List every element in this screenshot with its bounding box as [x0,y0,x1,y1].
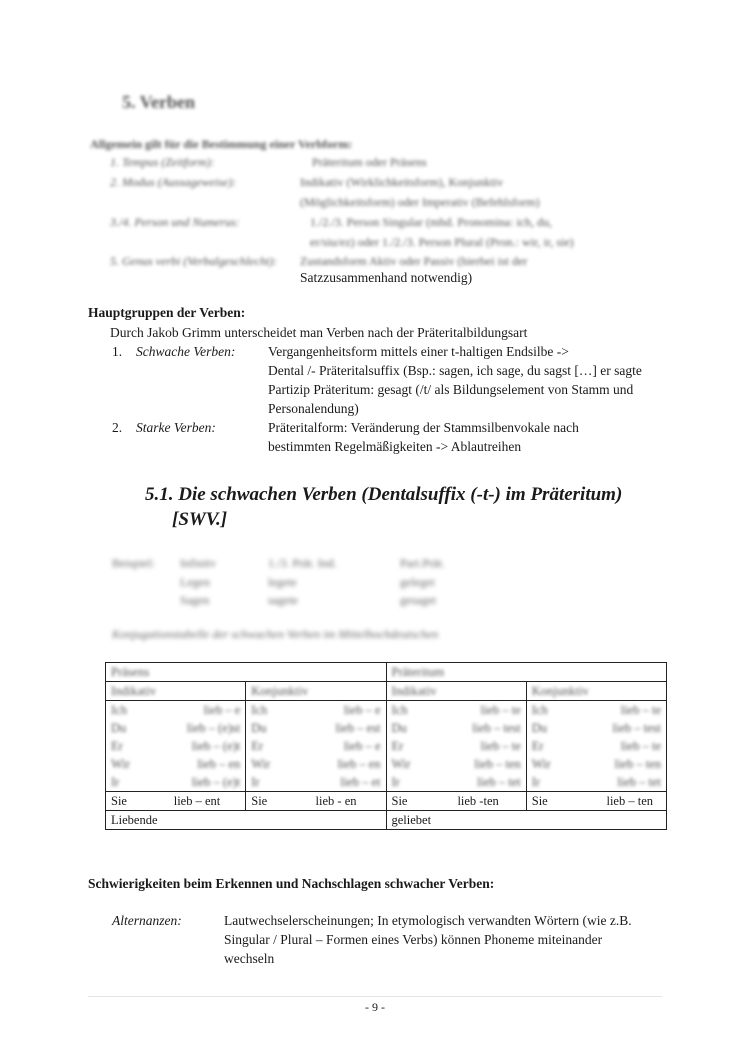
verb-form: lieb – tet [617,774,661,789]
item-line: Personalendung) [268,401,359,416]
pronoun: Ich [391,702,408,717]
subsection-heading-line1: 5.1. Die schwachen Verben (Dentalsuffix (-t-) im Präteritum) [145,484,623,505]
verb-form: lieb – (e)t [191,738,241,753]
verb-form: lieb – test [612,720,661,735]
pronoun: Wir [111,756,130,771]
verb-form: lieb – e [343,702,381,717]
verb-form: lieb – te [480,702,521,717]
pronoun: Ich [111,702,127,717]
conjugation-table [105,662,667,830]
verb-form: lieb – te [620,702,661,717]
verb-form: lieb - en [315,793,357,808]
item-label-schwach: Schwache Verben: [136,344,236,359]
criteria-value: er/siu/ez) oder 1./2./3. Person Plural (Pron.: wir, ir, sie) [310,235,574,249]
criteria-last-line: Satzzusammenhand notwendig) [300,270,473,285]
pronoun: Ir [531,774,541,789]
item-line: Präteritalform: Veränderung der Stammsilbenvokale nach [268,420,579,435]
pronoun: Er [531,738,544,753]
mood-header: Konjunktiv [246,682,386,701]
table-row-sie [106,792,667,811]
table-row [106,755,667,773]
pronoun: Du [251,720,267,735]
tense-header: Präsens [106,663,387,682]
alternanzen-line: Lautwechselerscheinungen; In etymologisch verwandten Wörtern (wie z.B. [224,913,632,928]
example-label: Beispiel: [112,556,155,570]
item-line: Vergangenheitsform mittels einer t-haltigen Endsilbe -> [268,344,569,359]
item-number: 2. [112,420,123,435]
verb-form: lieb – te [480,738,521,753]
pronoun: Er [251,738,264,753]
pronoun: Ir [111,774,120,789]
verb-form: lieb – ent [173,793,221,808]
example-cell: sagete [268,593,298,607]
tense-header: Präteritum [386,663,667,682]
table-caption: Konjugationstabelle der schwachen Verben im Mittelhochdeutschen [112,627,439,641]
schwierigkeiten-title: Schwierigkeiten beim Erkennen und Nachschlagen schwacher Verben: [88,876,495,891]
alternanzen-line: wechseln [224,951,275,966]
participle-present: Liebende [106,811,387,830]
criteria-value: 1./2./3. Person Singular (mhd. Pronomina: ich, du, [310,215,552,229]
example-cell: Sagen [180,593,210,607]
item-line: Partizip Präteritum: gesagt (/t/ als Bildungselement von Stamm und [268,382,634,397]
verb-form: lieb – e [203,702,241,717]
verb-form: lieb – ten [474,756,521,771]
alternanzen-line: Singular / Plural – Formen eines Verbs) können Phoneme miteinander [224,932,603,947]
pronoun: Ir [391,774,400,789]
mood-header: Indikativ [386,682,526,701]
verb-form: lieb – e [343,738,381,753]
pronoun: Sie [111,793,127,808]
criteria-value: Zustandsform Aktiv oder Passiv (hierbei ist der [300,254,528,268]
mood-header: Konjunktiv [526,682,666,701]
verb-form: lieb -ten [457,793,499,808]
table-row [106,701,667,720]
pronoun: Ich [251,702,268,717]
pronoun: Er [111,738,123,753]
table-row-participle [106,811,667,830]
pronoun: Ich [531,702,548,717]
mood-header: Indikativ [106,682,246,701]
example-cell: gesaget [400,593,436,607]
table-row [106,719,667,737]
hauptgruppen-intro: Durch Jakob Grimm unterscheidet man Verben nach der Präteritalbildungsart [110,325,528,340]
pronoun: Wir [251,756,271,771]
pronoun: Wir [531,756,551,771]
pronoun: Wir [391,756,411,771]
example-cell: Legen [180,575,210,589]
table-row [106,737,667,755]
verb-form: lieb – ten [614,756,661,771]
criteria-label: 3./4. Person und Numerus: [110,215,240,229]
verb-form: lieb – (e)t [191,774,241,789]
verb-form: lieb – en [337,756,381,771]
example-cell: geleget [400,575,435,589]
page-number: - 9 - [365,1000,385,1014]
verb-form: lieb – ten [606,793,653,808]
example-header: 1./3. Prät. Ind. [268,556,337,570]
pronoun: Er [391,738,404,753]
table-row [106,773,667,792]
verb-form: lieb – test [472,720,521,735]
verb-form: lieb – te [620,738,661,753]
pronoun: Sie [251,793,268,808]
verb-form: lieb – tet [477,774,521,789]
subsection-heading-line2: [SWV.] [172,509,228,530]
participle-past: geliebet [386,811,667,830]
verb-form: lieb – (e)st [186,720,241,735]
example-header: Infinitv [180,556,216,570]
pronoun: Ir [251,774,260,789]
example-header: Part.Prät. [400,556,445,570]
criteria-label: 2. Modus (Aussageweise): [110,175,237,189]
footer-divider [88,996,662,997]
item-number: 1. [112,344,123,359]
section-heading: 5. Verben [122,92,196,112]
alternanzen-term: Alternanzen: [112,913,182,928]
pronoun: Sie [391,793,408,808]
item-line: Dental /- Präteritalsuffix (Bsp.: sagen, ich sage, du sagst […] er sagte [268,363,642,378]
example-cell: legete [268,575,297,589]
criteria-label: 1. Tempus (Zeitform): [110,155,215,169]
pronoun: Sie [531,793,548,808]
hauptgruppen-title: Hauptgruppen der Verben: [88,305,246,320]
pronoun: Du [391,720,407,735]
item-line: bestimmten Regelmäßigkeiten -> Ablautreihen [268,439,522,454]
verb-form: lieb – et [340,774,381,789]
item-label-stark: Starke Verben: [136,420,216,435]
criteria-value: Indikativ (Wirklichkeitsform), Konjunktiv [300,175,504,189]
verb-form: lieb – est [335,720,381,735]
pronoun: Du [111,720,127,735]
pronoun: Du [531,720,548,735]
verb-form: lieb – en [197,756,241,771]
criteria-value: (Möglichkeitsform) oder Imperativ (Befehlsform) [300,195,540,209]
criteria-label: 5. Genus verbi (Verbalgeschlecht): [110,254,278,268]
criteria-value: Präteritum oder Präsens [312,155,427,169]
intro-blurred: Allgemein gilt für die Bestimmung einer Verbform: [90,137,353,151]
